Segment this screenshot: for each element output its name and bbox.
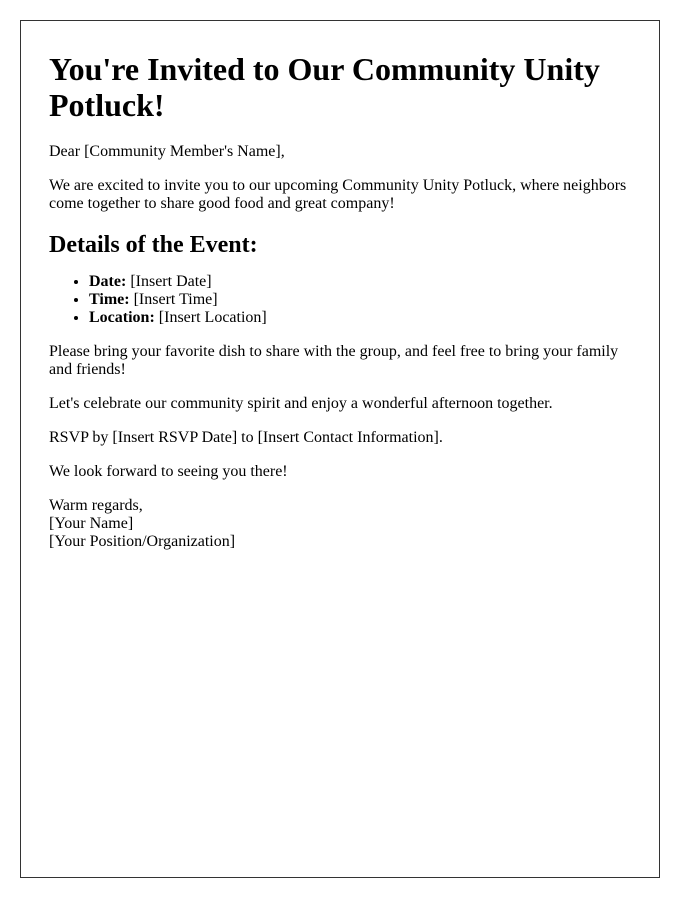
detail-item-time: [89, 291, 631, 309]
rsvp-paragraph: RSVP by [Insert RSVP Date] to [Insert Contact Information].: [49, 429, 443, 446]
detail-label-date: Date:: [89, 273, 127, 290]
detail-label-location: Location:: [89, 309, 155, 326]
greeting: Dear [Community Member's Name],: [49, 143, 285, 160]
sender-position: [Your Position/Organization]: [49, 533, 236, 550]
detail-label-time: Time:: [89, 291, 130, 308]
detail-value-time: [Insert Time]: [133, 291, 218, 308]
intro-paragraph: We are excited to invite you to our upcoming Community Unity Potluck, where neighbors come together to share good food and great company!: [49, 177, 627, 212]
celebrate-paragraph: Let's celebrate our community spirit and enjoy a wonderful afternoon together.: [49, 395, 553, 412]
signoff: [49, 497, 631, 551]
look-forward-paragraph: We look forward to seeing you there!: [49, 463, 288, 480]
detail-item-date: [89, 273, 631, 291]
sender-name: [Your Name]: [49, 515, 134, 532]
closing: Warm regards,: [49, 497, 143, 514]
letter-title: You're Invited to Our Community Unity Potluck!: [49, 51, 600, 123]
detail-item-location: [89, 309, 631, 327]
detail-value-date: [Insert Date]: [130, 273, 212, 290]
invitation-letter: [20, 20, 660, 878]
details-heading: Details of the Event:: [49, 232, 258, 258]
bring-dish-paragraph: Please bring your favorite dish to share with the group, and feel free to bring your family and friends!: [49, 343, 619, 378]
detail-value-location: [Insert Location]: [158, 309, 267, 326]
details-list: [49, 273, 631, 327]
